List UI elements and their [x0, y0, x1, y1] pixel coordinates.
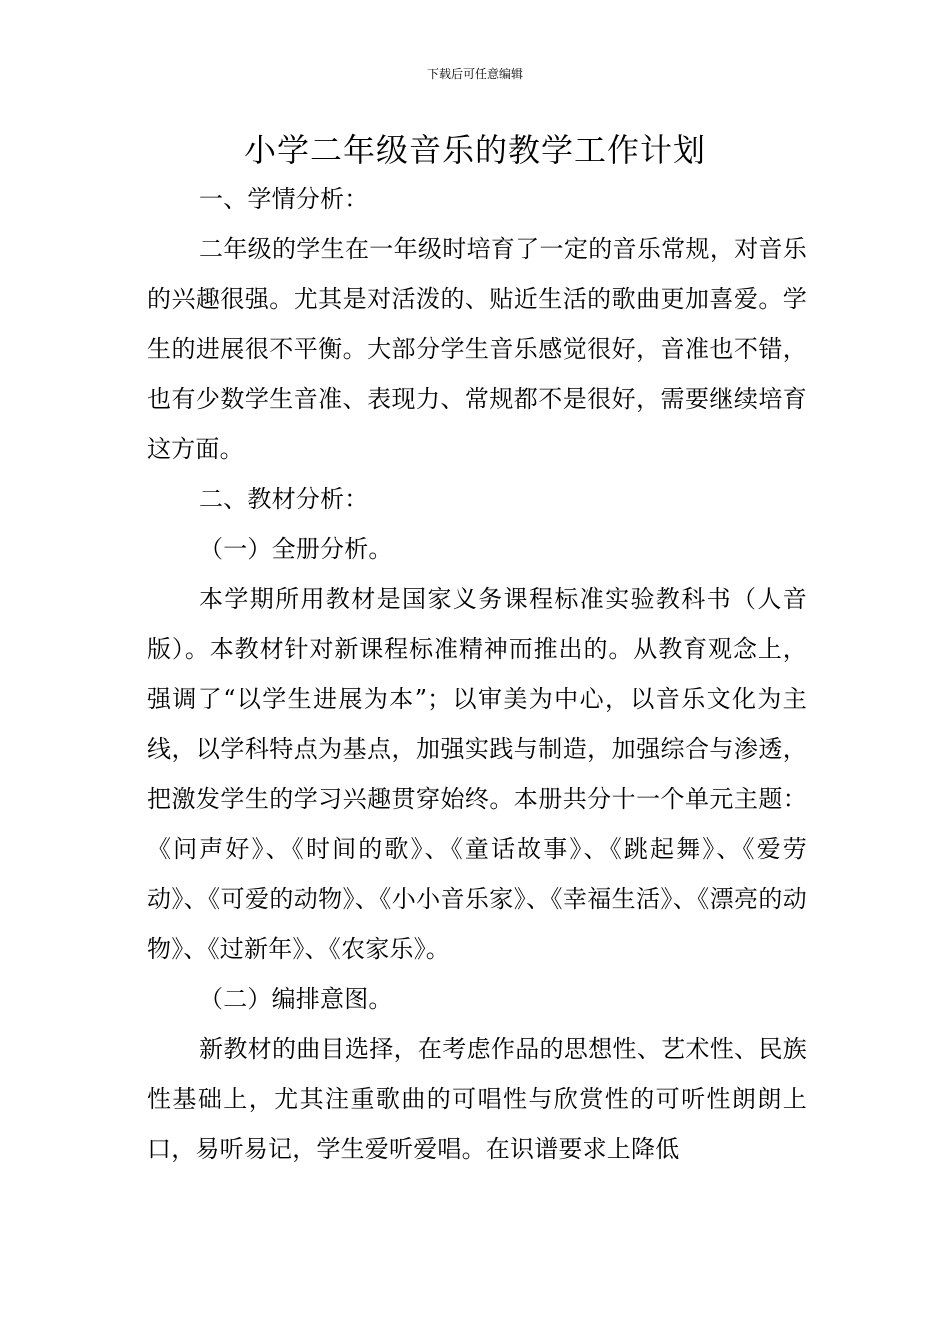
- section-heading-textbook-analysis: 二、教材分析：: [199, 485, 369, 513]
- paragraph-learning-analysis: 二年级的学生在一年级时培育了一定的音乐常规，对音乐的兴趣很强。尤其是对活泼的、贴近生活的歌曲更加喜爱。学生的进展很不平衡。大部分学生音乐感觉很好，音准也不错，也有少数学生音准、表现力、常规都不是很好，需要继续培育这方面。: [147, 235, 807, 463]
- header-note: 下载后可任意编辑: [426, 67, 523, 81]
- paragraph-full-volume-analysis: 本学期所用教材是国家义务课程标准实验教科书（人音版）。本教材针对新课程标准精神而推出的。从教育观念上，强调了“以学生进展为本”；以审美为中心，以音乐文化为主线，以学科特点为基点，加强实践与制造，加强综合与渗透，把激发学生的学习兴趣贯穿始终。本册共分十一个单元主题：《问声好》、《时间的歌》、《童话故事》、《跳起舞》、《爱劳动》、《可爱的动物》、《小小音乐家》、《幸福生活》、《漂亮的动物》、《过新年》、《农家乐》。: [147, 585, 807, 963]
- document-title: 小学二年级音乐的教学工作计划: [243, 131, 706, 169]
- section-heading-learning-analysis: 一、学情分析：: [199, 185, 369, 213]
- subheading-full-volume-analysis: （一）全册分析。: [199, 535, 393, 563]
- paragraph-arrangement-intent: 新教材的曲目选择，在考虑作品的思想性、艺术性、民族性基础上，尤其注重歌曲的可唱性与欣赏性的可听性朗朗上口，易听易记，学生爱听爱唱。在识谱要求上降低: [147, 1035, 807, 1163]
- subheading-arrangement-intent: （二）编排意图。: [199, 985, 393, 1013]
- document-body: [147, 174, 807, 1174]
